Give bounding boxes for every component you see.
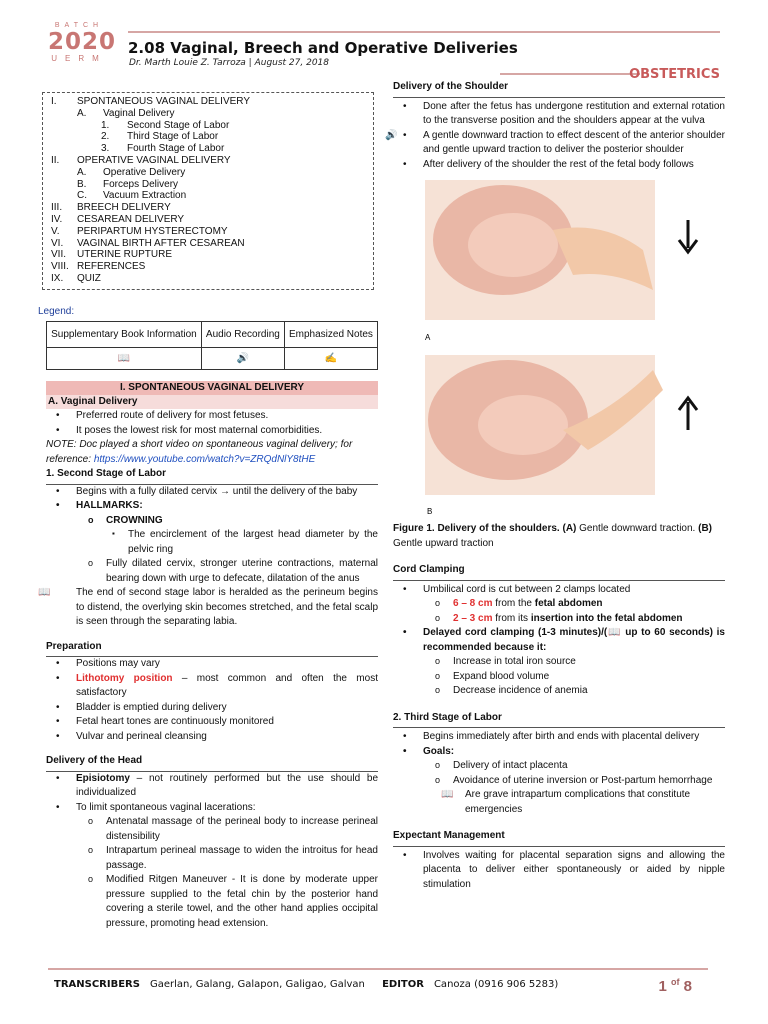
- list-item: • It poses the lowest risk for most maternal comorbidities.: [46, 424, 378, 439]
- delayed-clamping: Delayed cord clamping (1-3 minutes)/(: [423, 627, 608, 638]
- toc-label: OPERATIVE VAGINAL DELIVERY: [77, 154, 231, 166]
- list-item: • HALLMARKS:: [46, 499, 378, 514]
- page-subtitle: Dr. Marth Louie Z. Tarroza | August 27, 2018: [129, 58, 330, 68]
- video-note: [46, 438, 378, 467]
- left-column: [38, 92, 378, 931]
- footer: [54, 978, 558, 993]
- cord-text: from its: [492, 612, 531, 624]
- figure-illustration: [413, 180, 713, 520]
- transcribers-names: Gaerlan, Galang, Galapon, Galigao, Galvan: [149, 979, 365, 990]
- cord-distance-2: 2 – 3 cm: [453, 612, 493, 624]
- list-item: [393, 597, 725, 612]
- toc-label: UTERINE RUPTURE: [77, 249, 173, 261]
- fetus-a: [468, 213, 558, 277]
- toc-item[interactable]: [51, 108, 365, 120]
- subheading: Cord Clamping: [393, 563, 725, 581]
- toc-number: IX.: [51, 272, 64, 284]
- figure-a-label: A: [425, 333, 431, 342]
- toc-label: Third Stage of Labor: [127, 131, 219, 143]
- toc-item[interactable]: [51, 143, 365, 155]
- logo-batch: BATCH: [54, 22, 104, 29]
- page-title: 2.08 Vaginal, Breech and Operative Deliveries: [128, 39, 518, 57]
- subsection-heading: A. Vaginal Delivery: [46, 395, 378, 409]
- lithotomy-term: Lithotomy position: [76, 672, 173, 684]
- book-icon: 📖: [38, 587, 51, 599]
- section-heading: I. SPONTANEOUS VAGINAL DELIVERY: [46, 381, 378, 395]
- video-link[interactable]: https://www.youtube.com/watch?v=ZRQdNlY8tHE: [93, 453, 316, 465]
- list-item: • After delivery of the shoulder the rest of the fetal body follows: [393, 158, 725, 173]
- toc-label: Vacuum Extraction: [103, 190, 187, 202]
- list-item: • To limit spontaneous vaginal lacerations:: [46, 801, 378, 816]
- book-icon: 📖: [607, 627, 622, 638]
- list-item: • Vulvar and perineal cleansing: [46, 730, 378, 745]
- cord-distance-1: 6 – 8 cm: [453, 598, 493, 609]
- toc-label: Second Stage of Labor: [127, 119, 230, 131]
- toc-label: PERIPARTUM HYSTERECTOMY: [77, 225, 228, 237]
- list-item: • Fetal heart tones are continuously monitored: [46, 715, 378, 730]
- page-current: 1: [658, 978, 667, 995]
- legend-table: [46, 321, 378, 370]
- footer-rule: [48, 968, 708, 970]
- toc-label: BREECH DELIVERY: [77, 202, 171, 214]
- toc-number: IV.: [51, 213, 63, 225]
- toc-number: C.: [77, 190, 87, 202]
- list-item: o Avoidance of uterine inversion or Post-partum hemorrhage: [393, 774, 725, 789]
- table-of-contents: [42, 92, 374, 290]
- legend-audio-header: Audio Recording: [201, 322, 284, 348]
- editor-label: EDITOR: [382, 979, 424, 990]
- list-item: [46, 672, 378, 701]
- list-item: ▪ The encirclement of the largest head diameter by the pelvic ring: [46, 528, 378, 557]
- toc-item[interactable]: [51, 226, 365, 238]
- list-item: • Bladder is emptied during delivery: [46, 701, 378, 716]
- cord-target: insertion into the fetal abdomen: [530, 612, 683, 624]
- subheading: Expectant Management: [393, 829, 725, 847]
- toc-number: III.: [51, 202, 63, 214]
- toc-label: CESAREAN DELIVERY: [77, 213, 185, 225]
- list-item: • Involves waiting for placental separation signs and allowing the placenta to deliver either spontaneously or aided by nipple stimulation: [393, 849, 725, 893]
- toc-item[interactable]: [51, 96, 365, 108]
- header-rule: [128, 31, 720, 33]
- toc-item[interactable]: [51, 155, 365, 167]
- figure-b-label: B: [427, 507, 433, 516]
- toc-label: REFERENCES: [77, 261, 146, 273]
- logo-uerm: UERM: [51, 54, 107, 63]
- legend-book-header: Supplementary Book Information: [47, 322, 202, 348]
- audio-icon: 🔊: [201, 348, 284, 370]
- subject-rule: [500, 73, 640, 75]
- list-item: • Goals:: [393, 745, 725, 760]
- toc-number: A.: [77, 166, 87, 178]
- list-item: o Delivery of intact placenta: [393, 759, 725, 774]
- toc-number: VI.: [51, 237, 64, 249]
- list-item: • Begins with a fully dilated cervix → until the delivery of the baby: [46, 485, 378, 500]
- page-total: 8: [683, 978, 692, 995]
- stage-heading: 1. Second Stage of Labor: [46, 467, 378, 485]
- toc-number: VII.: [51, 249, 67, 261]
- toc-number: II.: [51, 154, 60, 166]
- toc-number: I.: [51, 96, 57, 107]
- toc-item[interactable]: [51, 202, 365, 214]
- toc-item[interactable]: [51, 249, 365, 261]
- transcribers-label: TRANSCRIBERS: [54, 979, 140, 990]
- shoulder-delivery-figure: [413, 180, 713, 520]
- book-icon: 📖: [441, 789, 454, 800]
- toc-number: 3.: [101, 143, 110, 155]
- list-item: [393, 626, 725, 655]
- toc-number: 2.: [101, 131, 110, 143]
- list-item: o Intrapartum perineal massage to widen the introitus for head passage.: [46, 844, 378, 873]
- caption-b-label: (B): [698, 523, 712, 534]
- toc-label: Fourth Stage of Labor: [127, 143, 225, 155]
- note-text: NOTE: Doc played a short video on spontaneous vaginal delivery; for reference:: [46, 439, 353, 465]
- legend-notes-header: Emphasized Notes: [284, 322, 377, 348]
- list-item: o CROWNING: [46, 514, 378, 529]
- list-item: [46, 772, 378, 801]
- list-item: • Umbilical cord is cut between 2 clamps located: [393, 583, 725, 598]
- list-item: [393, 612, 725, 627]
- editor-name: Canoza (0916 906 5283): [433, 979, 559, 990]
- toc-label: VAGINAL BIRTH AFTER CESAREAN: [77, 237, 245, 249]
- caption-bold: Figure 1. Delivery of the shoulders. (A): [393, 523, 577, 534]
- caption-a: Gentle downward traction.: [576, 523, 699, 534]
- episiotomy-term: Episiotomy: [76, 772, 130, 784]
- batch-logo: [48, 22, 117, 74]
- subheading: Delivery of the Shoulder: [393, 80, 725, 98]
- cord-target: fetal abdomen: [534, 598, 603, 609]
- book-note: [393, 788, 725, 817]
- book-icon: 📖: [47, 348, 202, 370]
- toc-item[interactable]: [51, 120, 365, 132]
- subheading: Delivery of the Head: [46, 754, 378, 772]
- page-number: [658, 976, 692, 998]
- legend-label: Legend:: [38, 305, 75, 317]
- logo-year: 2020: [48, 29, 117, 55]
- note-icon: ✍: [284, 348, 377, 370]
- book-note-text: The end of second stage labor is heralded as the perineum begins to distend, the overlying skin becomes stretched, and the fetal scalp is seen through the separating labia.: [76, 587, 378, 628]
- fetus-b: [478, 395, 568, 455]
- list-item: o Expand blood volume: [393, 670, 725, 685]
- list-item: o Increase in total iron source: [393, 655, 725, 670]
- arrow-up-icon: [679, 398, 697, 430]
- list-item: • Positions may vary: [46, 657, 378, 672]
- book-note: [38, 586, 378, 630]
- toc-label: Forceps Delivery: [103, 178, 179, 190]
- stage-heading: 2. Third Stage of Labor: [393, 711, 725, 729]
- toc-item[interactable]: [51, 131, 365, 143]
- lithotomy-desc: – most common and often the most satisfactory: [76, 672, 378, 699]
- cord-text: from the: [492, 598, 535, 609]
- right-column: [385, 80, 725, 892]
- toc-label: SPONTANEOUS VAGINAL DELIVERY: [77, 96, 251, 107]
- list-item: o Modified Ritgen Maneuver - It is done by moderate upper pressure supplied to the fetal chin by the posterior hand covering a sterile towel, and the other hand applies occipital pressure, promoting head extension.: [46, 873, 378, 931]
- toc-item[interactable]: [51, 214, 365, 226]
- delayed-clamping-2: up to 60 seconds) is recommended because it:: [423, 627, 725, 653]
- toc-label: QUIZ: [77, 272, 101, 284]
- audio-icon: 🔊: [385, 129, 398, 141]
- list-item: • Begins immediately after birth and ends with placental delivery: [393, 730, 725, 745]
- toc-item[interactable]: [51, 261, 365, 273]
- episiotomy-desc: – not routinely performed but the use should be individualized: [76, 772, 378, 799]
- list-item: o Decrease incidence of anemia: [393, 684, 725, 699]
- toc-item[interactable]: [51, 238, 365, 250]
- toc-number: VIII.: [51, 261, 69, 273]
- list-item: o Antenatal massage of the perineal body to increase perineal distensibility: [46, 815, 378, 844]
- toc-number: V.: [51, 225, 60, 237]
- list-item: • Preferred route of delivery for most fetuses.: [46, 409, 378, 424]
- toc-number: A.: [77, 107, 87, 119]
- caption-b: Gentle upward traction: [393, 537, 494, 549]
- figure-caption: [393, 522, 725, 551]
- toc-item[interactable]: [51, 167, 365, 179]
- toc-item[interactable]: [51, 179, 365, 191]
- arrow-down-icon: [679, 220, 697, 252]
- list-item: 🔊 A gentle downward traction to effect descent of the anterior shoulder and gentle upward traction to deliver the posterior shoulder •: [385, 129, 725, 155]
- page-of: of: [670, 977, 680, 987]
- toc-label: Operative Delivery: [103, 166, 186, 178]
- toc-item[interactable]: [51, 190, 365, 202]
- list-item: o Fully dilated cervix, stronger uterine contractions, maternal bearing down with urge to defecate, dilatation of the anus: [46, 557, 378, 586]
- toc-item[interactable]: [51, 273, 365, 285]
- book-note-text: Are grave intrapartum complications that constitute emergencies: [465, 789, 691, 815]
- list-item: • Done after the fetus has undergone restitution and external rotation to the transverse position and the shoulders appear at the vulva: [393, 100, 725, 129]
- subject-tag: OBSTETRICS: [629, 67, 720, 82]
- traction-text: A gentle downward traction to effect descent of the anterior shoulder and gentle upward traction to deliver the posterior shoulder: [423, 129, 725, 155]
- toc-number: B.: [77, 178, 87, 190]
- subheading: Preparation: [46, 640, 378, 658]
- toc-number: 1.: [101, 119, 110, 131]
- toc-label: Vaginal Delivery: [103, 107, 175, 119]
